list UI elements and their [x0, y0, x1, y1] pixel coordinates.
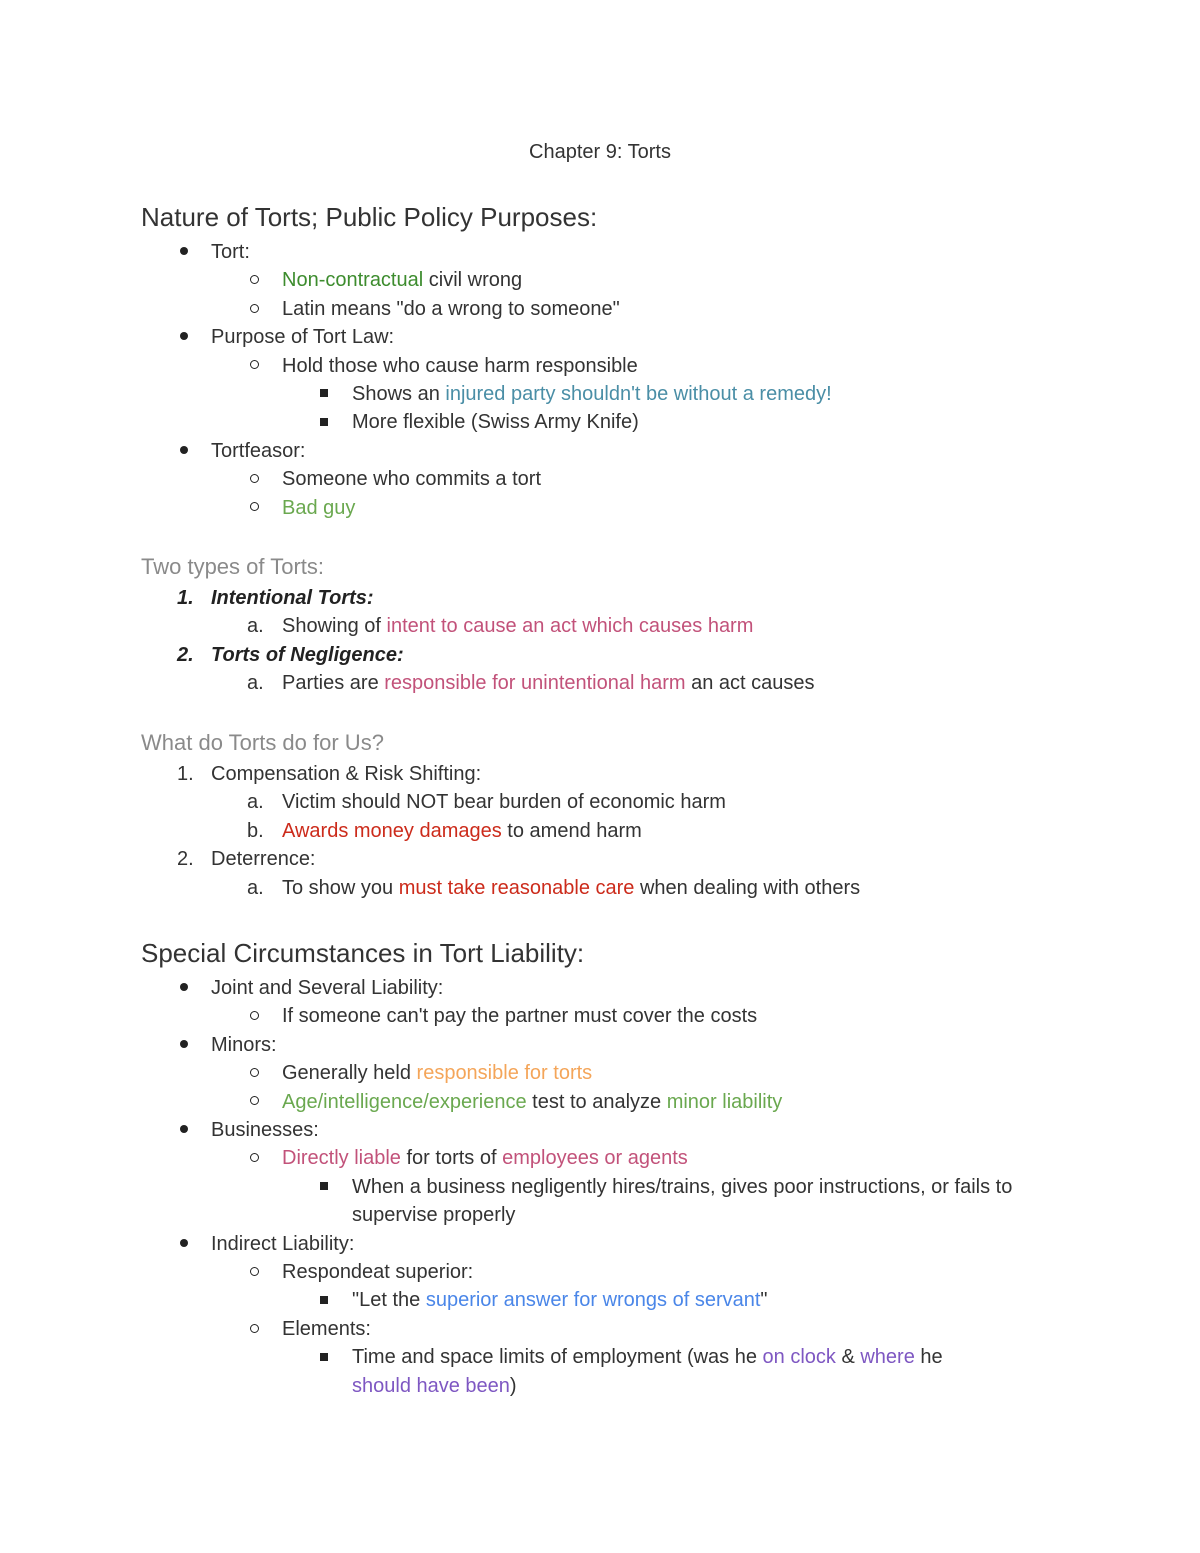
list-item: When a business negligently hires/trains, gives poor instructions, or fails to supervise properly [141, 1173, 1052, 1230]
list-item: a. Victim should NOT bear burden of economic harm [247, 791, 726, 814]
bullet-square-icon [309, 380, 339, 408]
section-heading: Nature of Torts; Public Policy Purposes: [141, 202, 598, 232]
bullet-dot-icon [169, 323, 199, 351]
bullet-dot-icon [169, 1031, 199, 1059]
section-special-circumstances [141, 937, 1141, 1400]
bullet-circle-icon [239, 1002, 269, 1030]
list-item: Minors: [141, 1031, 1141, 1059]
bullet-circle-icon [239, 266, 269, 294]
list-item: Joint and Several Liability: [141, 974, 1141, 1002]
list-item: Shows an injured party shouldn't be without a remedy! [141, 380, 1141, 408]
list-item: Time and space limits of employment (was he on clock & where he should have been) [141, 1343, 992, 1400]
bullet-circle-icon [239, 1059, 269, 1087]
page-title: Chapter 9: Torts [529, 141, 671, 163]
list-item: Tort: [141, 238, 1141, 266]
list-item: 1. Compensation & Risk Shifting: [177, 763, 482, 785]
bullet-square-icon [309, 408, 339, 436]
list-item: Purpose of Tort Law: [141, 323, 1141, 351]
list-item: If someone can't pay the partner must cover the costs [141, 1002, 1141, 1030]
list-item: Tortfeasor: [141, 437, 1141, 465]
bullet-dot-icon [169, 974, 199, 1002]
bullet-circle-icon [239, 352, 269, 380]
bullet-circle-icon [239, 1088, 269, 1116]
section-heading: What do Torts do for Us? [141, 730, 384, 755]
list-item: Respondeat superior: [141, 1258, 1141, 1286]
section-two-types [141, 552, 1141, 698]
list-item: a. Parties are responsible for unintentional harm an act causes [247, 672, 815, 695]
list-item: Indirect Liability: [141, 1230, 1141, 1258]
list-item: Latin means "do a wrong to someone" [141, 295, 1141, 323]
list-item: Bad guy [141, 494, 1141, 522]
bullet-square-icon [309, 1173, 339, 1201]
bullet-dot-icon [169, 1116, 199, 1144]
list-item: a. To show you must take reasonable care when dealing with others [247, 876, 861, 899]
list-item: 2. Torts of Negligence: [177, 643, 404, 666]
list-item: b. Awards money damages to amend harm [247, 819, 642, 842]
list-item: Age/intelligence/experience test to analyze minor liability [141, 1088, 1141, 1116]
bullet-circle-icon [239, 465, 269, 493]
bullet-circle-icon [239, 1144, 269, 1172]
section-what-torts-do [141, 728, 1141, 902]
list-item: "Let the superior answer for wrongs of servant" [141, 1286, 1141, 1314]
bullet-dot-icon [169, 238, 199, 266]
section-heading: Two types of Torts: [141, 554, 325, 579]
bullet-square-icon [309, 1343, 339, 1371]
section-heading: Special Circumstances in Tort Liability: [141, 938, 585, 968]
list-item: More flexible (Swiss Army Knife) [141, 408, 1141, 436]
list-item: Non-contractual civil wrong [141, 266, 1141, 294]
bullet-square-icon [309, 1286, 339, 1314]
list-item: 1. Intentional Torts: [177, 587, 374, 609]
bullet-dot-icon [169, 437, 199, 465]
bullet-circle-icon [239, 1258, 269, 1286]
bullet-circle-icon [239, 1315, 269, 1343]
section-nature-of-torts [141, 201, 1141, 522]
list-item: Businesses: [141, 1116, 1141, 1144]
list-item: Generally held responsible for torts [141, 1059, 1141, 1087]
list-item: 2. Deterrence: [177, 848, 316, 871]
list-item: Someone who commits a tort [141, 465, 1141, 493]
list-item: a. Showing of intent to cause an act which causes harm [247, 615, 754, 638]
bullet-circle-icon [239, 295, 269, 323]
bullet-circle-icon [239, 494, 269, 522]
list-item: Hold those who cause harm responsible [141, 352, 1141, 380]
bullet-dot-icon [169, 1230, 199, 1258]
list-item: Elements: [141, 1315, 1141, 1343]
list-item: Directly liable for torts of employees or agents [141, 1144, 1141, 1172]
